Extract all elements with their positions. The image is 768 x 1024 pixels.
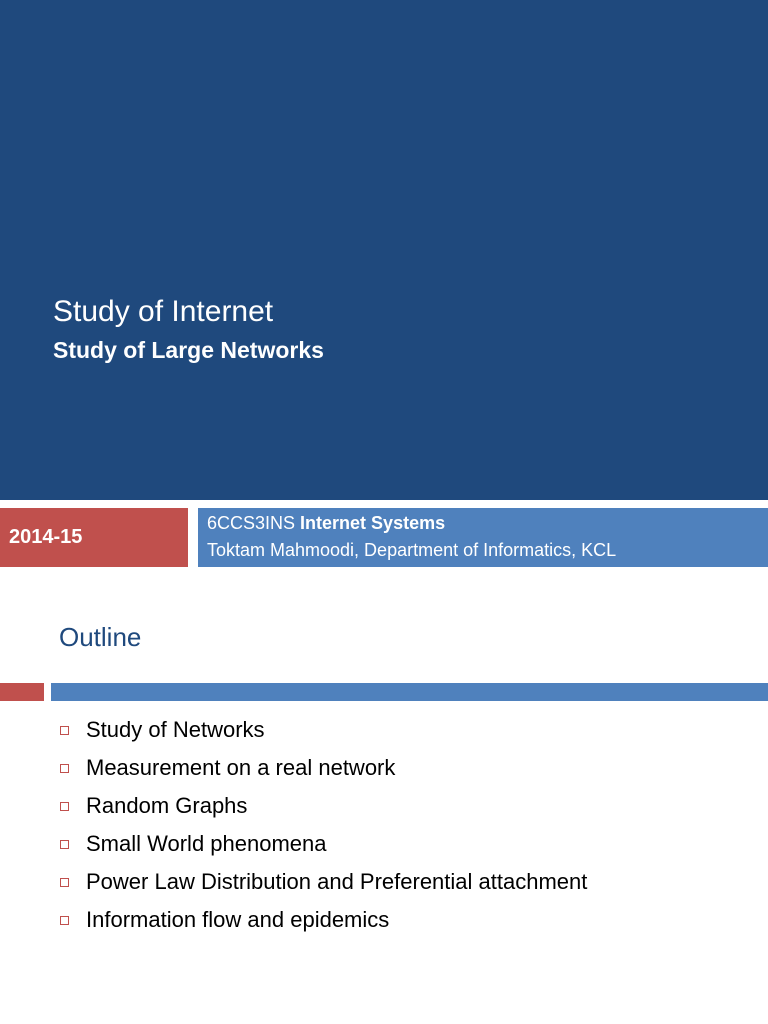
square-bullet-icon — [60, 840, 69, 849]
course-info-box — [198, 508, 768, 567]
title-band — [0, 0, 768, 500]
header-rule-red — [0, 683, 44, 701]
square-bullet-icon — [60, 726, 69, 735]
course-author: Toktam Mahmoodi, Department of Informatics, KCL — [207, 540, 617, 560]
square-bullet-icon — [60, 764, 69, 773]
list-item-text: Power Law Distribution and Preferential attachment — [86, 869, 588, 894]
square-bullet-icon — [60, 916, 69, 925]
list-item-text: Study of Networks — [86, 717, 265, 742]
slide-subtitle: Study of Large Networks — [53, 337, 324, 363]
slide-title: Study of Internet — [53, 295, 274, 328]
course-line — [207, 510, 768, 537]
list-item-text: Random Graphs — [86, 793, 248, 818]
square-bullet-icon — [60, 802, 69, 811]
list-item-text: Small World phenomena — [86, 831, 327, 856]
list-item-text: Measurement on a real network — [86, 755, 396, 780]
course-code: 6CCS3INS — [207, 513, 296, 533]
course-name: Internet Systems — [300, 513, 446, 533]
header-rule-blue — [51, 683, 768, 701]
outline-title: Outline — [59, 622, 142, 652]
year-badge: 2014-15 — [0, 508, 188, 567]
list-item-text: Information flow and epidemics — [86, 907, 390, 932]
square-bullet-icon — [60, 878, 69, 887]
